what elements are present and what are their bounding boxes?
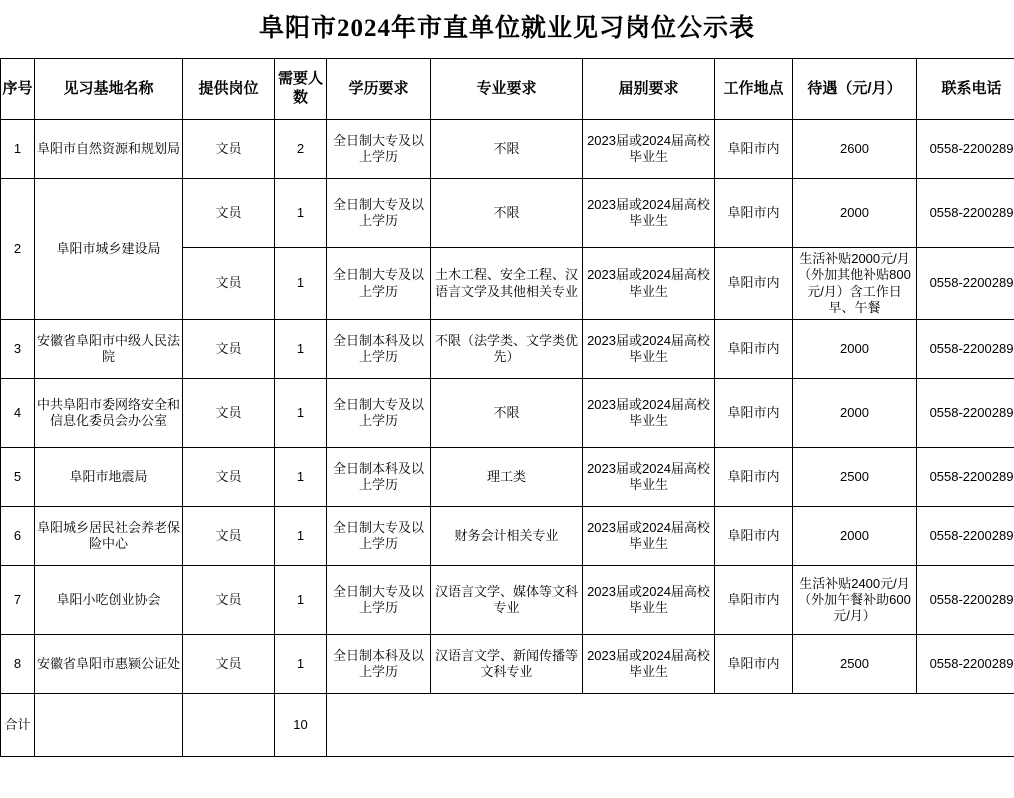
cell-graduation: 2023届或2024届高校毕业生 (583, 507, 715, 566)
column-header-post: 提供岗位 (183, 59, 275, 120)
cell-post: 文员 (183, 320, 275, 379)
internship-positions-table (0, 58, 1014, 757)
cell-number: 1 (275, 320, 327, 379)
table-row (1, 507, 1014, 566)
cell-location: 阜阳市内 (715, 507, 793, 566)
cell-location: 阜阳市内 (715, 566, 793, 635)
cell-seq: 2 (1, 179, 35, 320)
column-header-base-name: 见习基地名称 (35, 59, 183, 120)
cell-pay: 2500 (793, 635, 917, 694)
cell-seq: 7 (1, 566, 35, 635)
column-header-pay: 待遇（元/月） (793, 59, 917, 120)
cell-phone: 0558-2200289 (917, 320, 1014, 379)
cell-number: 1 (275, 566, 327, 635)
column-header-number: 需要人数 (275, 59, 327, 120)
cell-pay: 2000 (793, 179, 917, 248)
cell-location: 阜阳市内 (715, 448, 793, 507)
total-blank-base (35, 694, 183, 757)
column-header-phone: 联系电话 (917, 59, 1014, 120)
cell-pay: 生活补贴2000元/月（外加其他补贴800元/月）含工作日早、午餐 (793, 248, 917, 320)
cell-base-name: 阜阳市地震局 (35, 448, 183, 507)
cell-number: 2 (275, 120, 327, 179)
cell-major: 不限（法学类、文学类优先） (431, 320, 583, 379)
cell-education: 全日制大专及以上学历 (327, 379, 431, 448)
cell-number: 1 (275, 379, 327, 448)
cell-location: 阜阳市内 (715, 379, 793, 448)
cell-post: 文员 (183, 448, 275, 507)
cell-education: 全日制本科及以上学历 (327, 320, 431, 379)
table-row (1, 635, 1014, 694)
cell-seq: 4 (1, 379, 35, 448)
page-title: 阜阳市2024年市直单位就业见习岗位公示表 (258, 15, 755, 42)
cell-location: 阜阳市内 (715, 120, 793, 179)
cell-education: 全日制大专及以上学历 (327, 566, 431, 635)
cell-major: 不限 (431, 379, 583, 448)
total-blank-rest (327, 694, 1014, 757)
cell-phone: 0558-2200289 (917, 248, 1014, 320)
cell-pay: 生活补贴2400元/月（外加午餐补助600元/月） (793, 566, 917, 635)
cell-education: 全日制本科及以上学历 (327, 448, 431, 507)
cell-seq: 8 (1, 635, 35, 694)
cell-base-name: 安徽省阜阳市中级人民法院 (35, 320, 183, 379)
cell-number: 1 (275, 507, 327, 566)
cell-pay: 2500 (793, 448, 917, 507)
cell-education: 全日制大专及以上学历 (327, 179, 431, 248)
total-label: 合计 (1, 694, 35, 757)
cell-location: 阜阳市内 (715, 635, 793, 694)
column-header-graduation: 届别要求 (583, 59, 715, 120)
cell-education: 全日制大专及以上学历 (327, 120, 431, 179)
cell-major: 不限 (431, 179, 583, 248)
cell-base-name: 中共阜阳市委网络安全和信息化委员会办公室 (35, 379, 183, 448)
cell-education: 全日制大专及以上学历 (327, 248, 431, 320)
cell-seq: 3 (1, 320, 35, 379)
cell-base-name: 安徽省阜阳市惠颍公证处 (35, 635, 183, 694)
cell-seq: 5 (1, 448, 35, 507)
column-header-seq: 序号 (1, 59, 35, 120)
table-total-row (1, 694, 1014, 757)
cell-location: 阜阳市内 (715, 248, 793, 320)
cell-graduation: 2023届或2024届高校毕业生 (583, 120, 715, 179)
cell-graduation: 2023届或2024届高校毕业生 (583, 320, 715, 379)
cell-location: 阜阳市内 (715, 320, 793, 379)
cell-major: 不限 (431, 120, 583, 179)
cell-education: 全日制大专及以上学历 (327, 507, 431, 566)
cell-phone: 0558-2200289 (917, 120, 1014, 179)
cell-number: 1 (275, 635, 327, 694)
cell-pay: 2000 (793, 507, 917, 566)
cell-post: 文员 (183, 179, 275, 248)
cell-post: 文员 (183, 248, 275, 320)
cell-graduation: 2023届或2024届高校毕业生 (583, 379, 715, 448)
cell-pay: 2600 (793, 120, 917, 179)
cell-graduation: 2023届或2024届高校毕业生 (583, 248, 715, 320)
table-header-row (1, 59, 1014, 120)
cell-pay: 2000 (793, 379, 917, 448)
table-row (1, 566, 1014, 635)
cell-post: 文员 (183, 635, 275, 694)
cell-phone: 0558-2200289 (917, 507, 1014, 566)
table-row (1, 379, 1014, 448)
cell-phone: 0558-2200289 (917, 448, 1014, 507)
cell-major: 土木工程、安全工程、汉语言文学及其他相关专业 (431, 248, 583, 320)
cell-education: 全日制本科及以上学历 (327, 635, 431, 694)
cell-graduation: 2023届或2024届高校毕业生 (583, 448, 715, 507)
cell-graduation: 2023届或2024届高校毕业生 (583, 179, 715, 248)
column-header-major: 专业要求 (431, 59, 583, 120)
cell-major: 汉语言文学、新闻传播等文科专业 (431, 635, 583, 694)
cell-base-name: 阜阳小吃创业协会 (35, 566, 183, 635)
cell-post: 文员 (183, 379, 275, 448)
cell-seq: 1 (1, 120, 35, 179)
cell-base-name: 阜阳城乡居民社会养老保险中心 (35, 507, 183, 566)
cell-major: 财务会计相关专业 (431, 507, 583, 566)
cell-base-name: 阜阳市自然资源和规划局 (35, 120, 183, 179)
cell-major: 汉语言文学、媒体等文科专业 (431, 566, 583, 635)
cell-graduation: 2023届或2024届高校毕业生 (583, 635, 715, 694)
table-row (1, 179, 1014, 248)
cell-number: 1 (275, 248, 327, 320)
cell-graduation: 2023届或2024届高校毕业生 (583, 566, 715, 635)
table-row (1, 448, 1014, 507)
table-row (1, 320, 1014, 379)
cell-phone: 0558-2200289 (917, 379, 1014, 448)
cell-pay: 2000 (793, 320, 917, 379)
table-row (1, 120, 1014, 179)
cell-number: 1 (275, 448, 327, 507)
column-header-education: 学历要求 (327, 59, 431, 120)
total-blank-post (183, 694, 275, 757)
cell-base-name: 阜阳市城乡建设局 (35, 179, 183, 320)
column-header-location: 工作地点 (715, 59, 793, 120)
cell-post: 文员 (183, 507, 275, 566)
cell-phone: 0558-2200289 (917, 566, 1014, 635)
cell-post: 文员 (183, 120, 275, 179)
cell-number: 1 (275, 179, 327, 248)
cell-post: 文员 (183, 566, 275, 635)
cell-major: 理工类 (431, 448, 583, 507)
cell-seq: 6 (1, 507, 35, 566)
cell-phone: 0558-2200289 (917, 179, 1014, 248)
cell-phone: 0558-2200289 (917, 635, 1014, 694)
total-number: 10 (275, 694, 327, 757)
cell-location: 阜阳市内 (715, 179, 793, 248)
